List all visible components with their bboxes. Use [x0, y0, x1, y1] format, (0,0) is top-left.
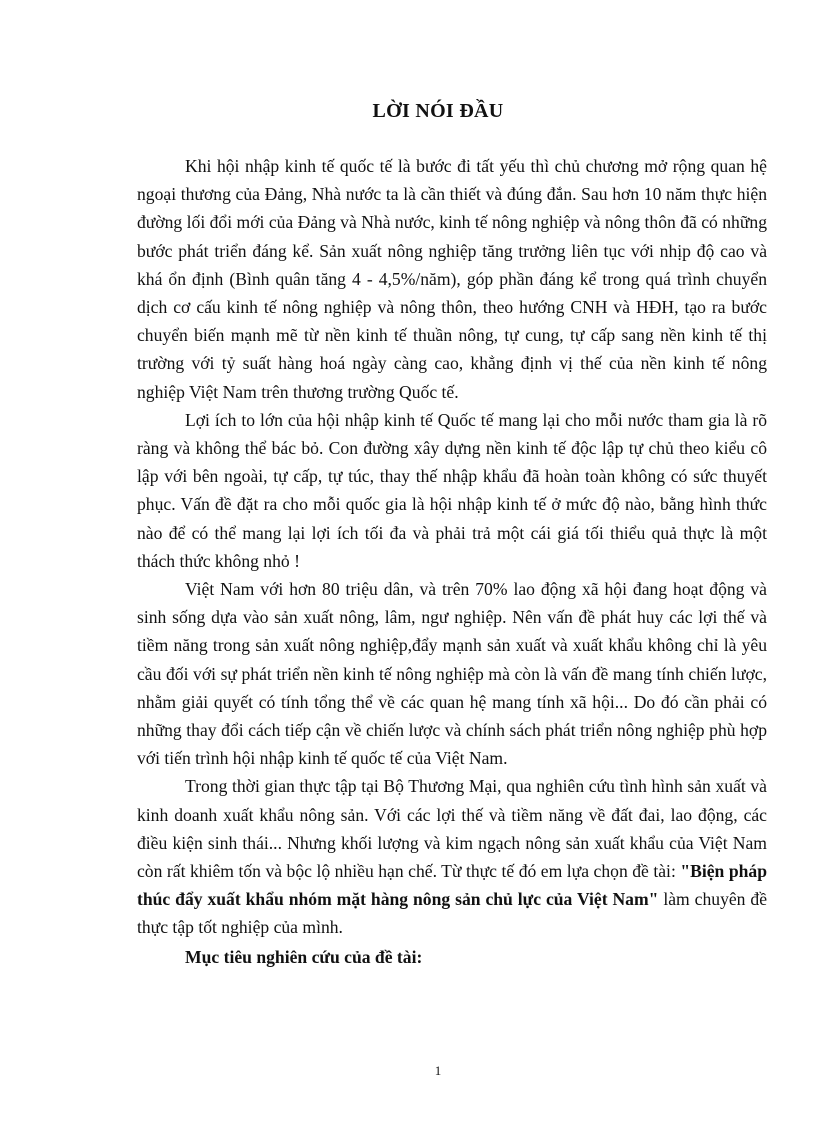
topic-title: "Biện pháp thúc đẩy xuất khẩu nhóm mặt hàng nông sản chủ lực của Việt Nam" — [137, 861, 767, 910]
topic-outro-text: làm chuyên đề thực tập tốt nghiệp của mình. — [137, 889, 768, 938]
paragraph-benefits: Lợi ích to lớn của hội nhập kinh tế Quốc tế mang lại cho mỗi nước tham gia là rõ ràng và không thể bác bỏ. Con đường xây dựng nền kinh tế độc lập tự chủ theo kiểu cô lập với bên ngoài, tự cấp, tự túc, thay thế nhập khẩu đã hoàn toàn không có sức thuyết phục. Vấn đề đặt ra cho mỗi quốc gia là hội nhập kinh tế ở mức độ nào, bằng hình thức nào để có thể mang lại lợi ích tối đa và phải trả một cái giá tối thiểu quả thực là một thách thức không nhỏ ! — [137, 409, 767, 571]
topic-intro-text: Trong thời gian thực tập tại Bộ Thương Mại, qua nghiên cứu tình hình sản xuất và kinh doanh xuất khẩu nông sản. Với các lợi thế và tiềm năng về đất đai, lao động, các điều kiện sinh thái... Nhưng khối lượng và kim ngạch nông sản xuất khẩu của Việt Nam còn rất khiêm tốn và bộc lộ nhiều hạn chế. Từ thực tế đó em lựa chọn đề tài: — [137, 776, 767, 882]
paragraph-topic — [137, 772, 767, 941]
paragraph-vietnam: Việt Nam với hơn 80 triệu dân, và trên 70% lao động xã hội đang hoạt động và sinh sống dựa vào sản xuất nông, lâm, ngư nghiệp. Nên vấn đề phát huy các lợi thế và tiềm năng trong sản xuất nông nghiệp,đẩy mạnh sản xuất và xuất khẩu không chỉ là yêu cầu đối với sự phát triển nền kinh tế nông nghiệp mà còn là vấn đề mang tính chiến lược, nhằm giải quyết có tính tổng thể về các quan hệ mang tính xã hội... Do đó cần phải có những thay đổi cách tiếp cận về chiến lược và chính sách phát triển nông nghiệp phù hợp với tiến trình hội nhập kinh tế quốc tế của Việt Nam. — [137, 579, 767, 769]
page-title: LỜI NÓI ĐẦU — [372, 100, 504, 122]
section-heading: Mục tiêu nghiên cứu của đề tài: — [185, 946, 423, 967]
document-body — [137, 152, 767, 971]
paragraph-intro: Khi hội nhập kinh tế quốc tế là bước đi tất yếu thì chủ chương mở rộng quan hệ ngoại thương của Đảng, Nhà nước ta là cần thiết và đúng đắn. Sau hơn 10 năm thực hiện đường lối đổi mới của Đảng và Nhà nước, kinh tế nông nghiệp và nông thôn đã có những bước phát triển đáng kể. Sản xuất nông nghiệp tăng trưởng liên tục với nhịp độ cao và khá ổn định (Bình quân tăng 4 - 4,5%/năm), góp phần đáng kể trong quá trình chuyển dịch cơ cấu kinh tế nông nghiệp và nông thôn, theo hướng CNH và HĐH, tạo ra bước chuyển biến mạnh mẽ từ nền kinh tế thuần nông, tự cung, tự cấp sang nền kinh tế thị trường với tỷ suất hàng hoá ngày càng cao, khẳng định vị thế của nền kinh tế nông nghiệp Việt Nam trên thương trường Quốc tế. — [137, 156, 767, 402]
page-number: 1 — [434, 1063, 442, 1078]
